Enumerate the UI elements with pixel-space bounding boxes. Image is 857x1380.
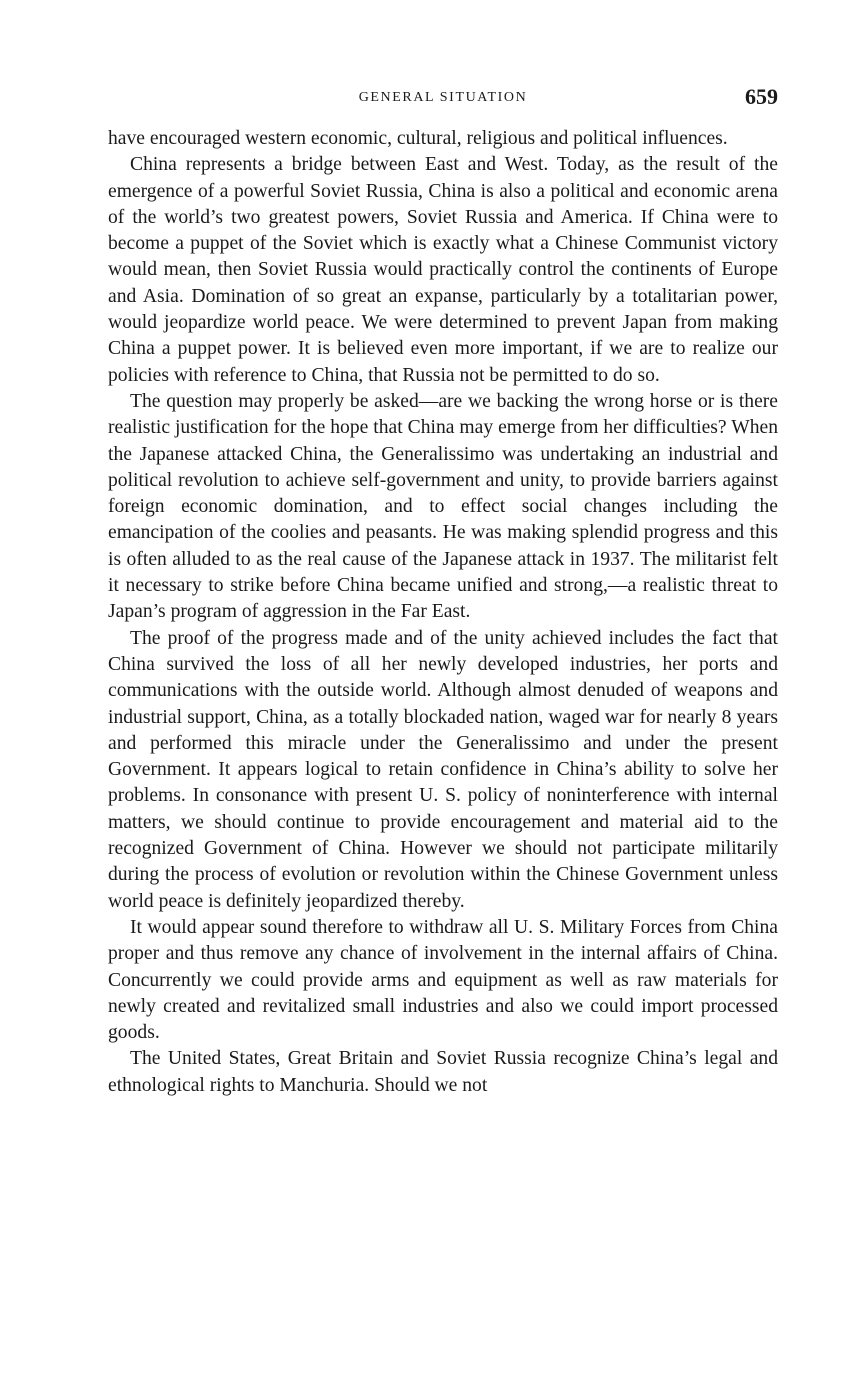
paragraph-proof-of-progress: The proof of the progress made and of the unity achieved includes the fact that China survived the loss of all her newly developed industries, her ports and communications with the outside world. Although almost denuded of weapons and industrial support, China, as a totally blockaded nation, waged war for nearly 8 years and performed this miracle under the Generalissimo and under the present Government. It appears logical to retain confidence in China’s ability to solve her problems. In consonance with present U. S. policy of noninterference with internal matters, we should continue to provide encouragement and material aid to the recognized Government of China. However we should not participate militarily during the process of evolution or revolution within the Chinese Government unless world peace is definitely jeopardized thereby. (108, 627, 778, 912)
paragraph-withdraw-forces: It would appear sound therefore to withdraw all U. S. Military Forces from China proper and thus remove any chance of involvement in the internal affairs of China. Concurrently we could provide arms and equipment as well as raw materials for newly created and revitalized small industries and also we could import processed goods. (108, 916, 778, 1044)
running-title: GENERAL SITUATION (358, 90, 528, 105)
paragraph-manchuria: The United States, Great Britain and Soviet Russia recognize China’s legal and ethnological rights to Manchuria. Should we not (108, 1048, 778, 1096)
body-text (108, 126, 778, 1099)
document-page (108, 84, 778, 1099)
paragraph-continuation: have encouraged western economic, cultural, religious and political influences. (108, 128, 728, 149)
paragraph-bridge-east-west: China represents a bridge between East and West. Today, as the result of the emergence of a powerful Soviet Russia, China is also a political and economic arena of the world’s two greatest powers, Soviet Russia and America. If China were to become a puppet of the Soviet which is exactly what a Chinese Communist victory would mean, then Soviet Russia would practically control the continents of Europe and Asia. Domination of so great an expanse, particularly by a totalitarian power, would jeopardize world peace. We were determined to prevent Japan from making China a puppet power. It is believed even more important, if we are to realize our policies with reference to China, that Russia not be permitted to do so. (108, 154, 778, 386)
running-head (108, 84, 778, 114)
page-number: 659 (745, 84, 778, 109)
paragraph-wrong-horse: The question may properly be asked—are we backing the wrong horse or is there realistic justification for the hope that China may emerge from her difficulties? When the Japanese attacked China, the Generalissimo was undertaking an industrial and political revolution to achieve self-government and unity, to provide barriers against foreign economic domination, and to effect social changes including the emancipation of the coolies and peasants. He was making splendid progress and this is often alluded to as the real cause of the Japanese attack in 1937. The militarist felt it necessary to strike before China became unified and strong,—a realistic threat to Japan’s program of aggression in the Far East. (108, 390, 778, 623)
